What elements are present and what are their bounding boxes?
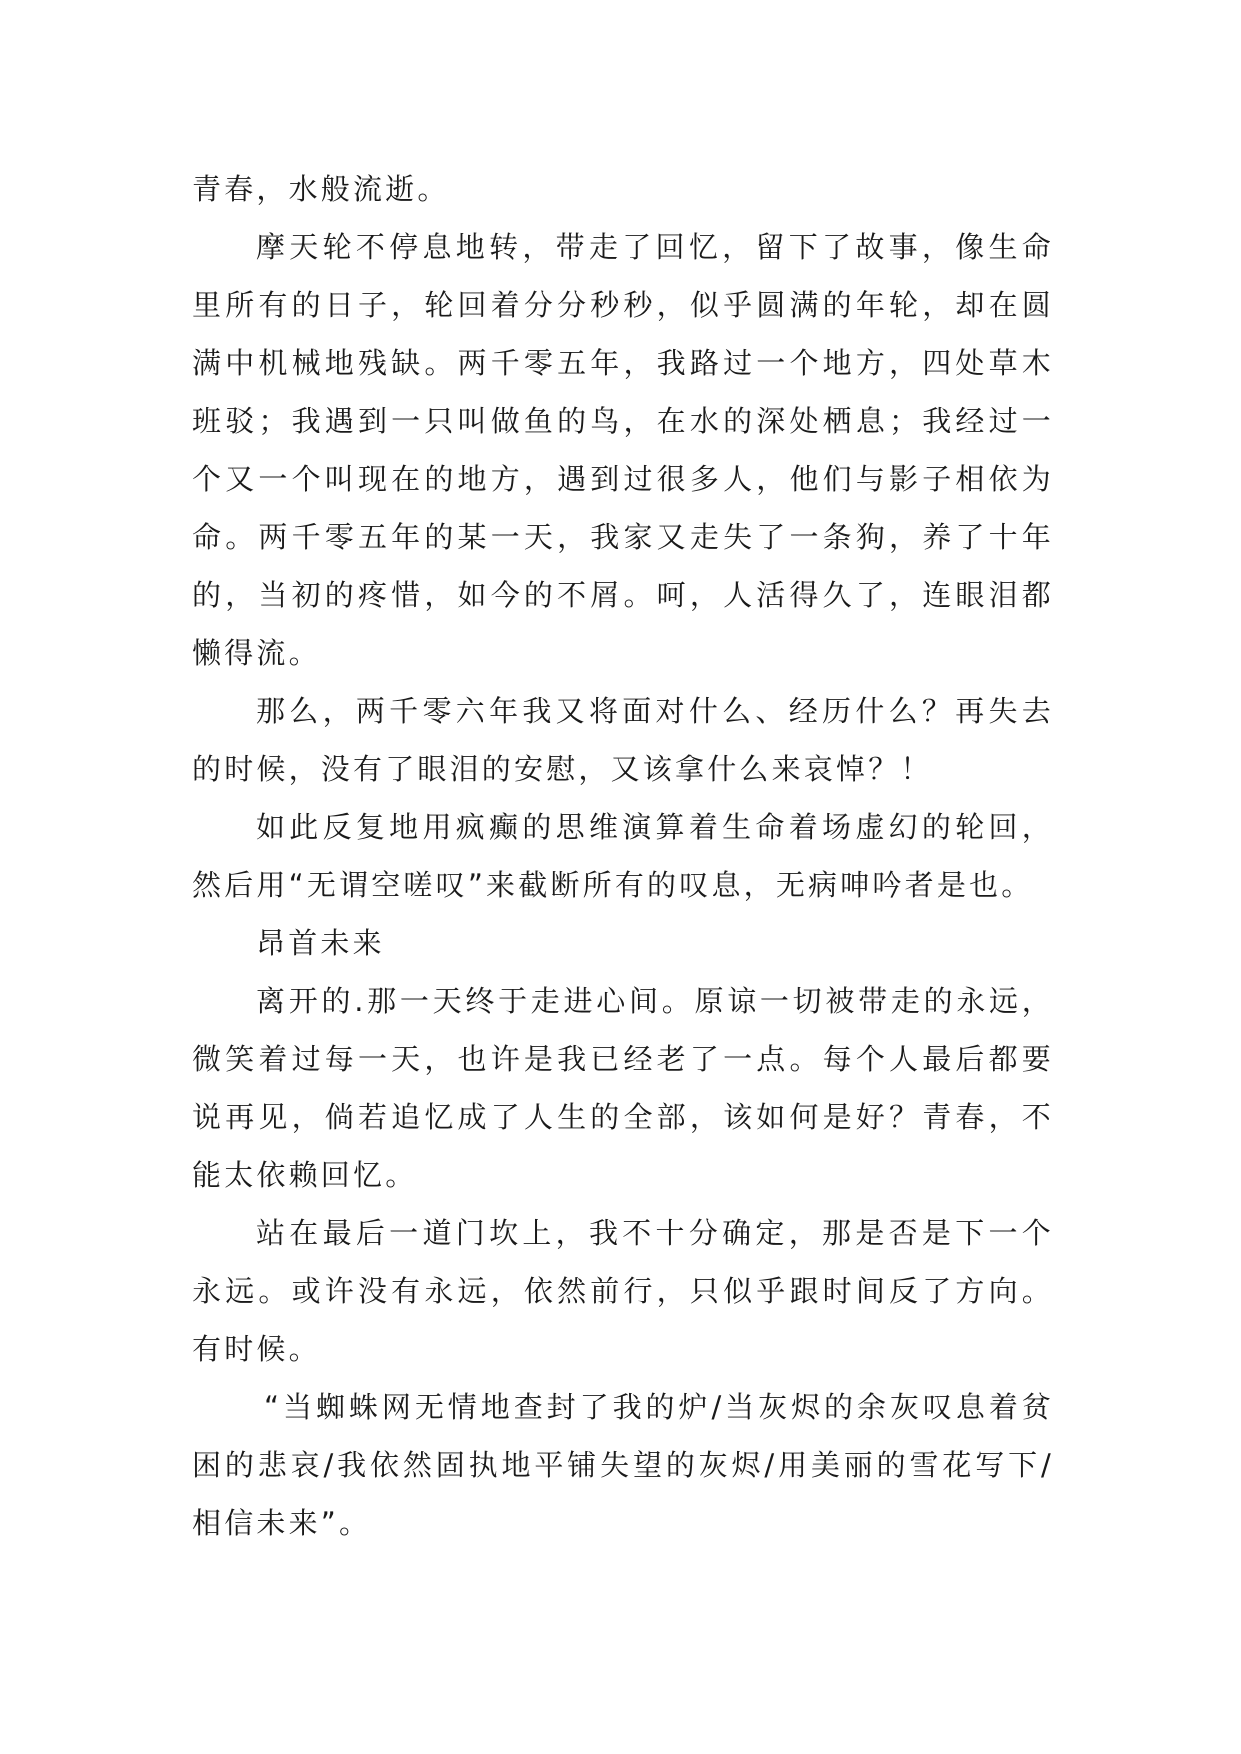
- paragraph-poem-quote: “当蜘蛛网无情地查封了我的炉/当灰烬的余灰叹息着贫困的悲哀/我依然固执地平铺失望的灰烬/用美丽的雪花写下/相信未来”。: [192, 1390, 1054, 1540]
- paragraph-threshold: 站在最后一道门坎上，我不十分确定，那是否是下一个永远。或许没有永远，依然前行，只似乎跟时间反了方向。有时候。: [192, 1216, 1054, 1366]
- paragraph-reflection: 如此反复地用疯癫的思维演算着生命着场虚幻的轮回，然后用“无谓空嗟叹”来截断所有的叹息，无病呻吟者是也。: [192, 810, 1054, 902]
- paragraph-2006-question: 那么，两千零六年我又将面对什么、经历什么？再失去的时候，没有了眼泪的安慰，又该拿什么来哀悼？！: [192, 694, 1054, 786]
- document-body: [192, 160, 1054, 1552]
- paragraph-opening: 青春，水般流逝。: [192, 172, 450, 206]
- paragraph-ferris-wheel: 摩天轮不停息地转，带走了回忆，留下了故事，像生命里所有的日子，轮回着分分秒秒，似乎圆满的年轮，却在圆满中机械地残缺。两千零五年，我路过一个地方，四处草木班驳；我遇到一只叫做鱼的鸟，在水的深处栖息；我经过一个又一个叫现在的地方，遇到过很多人，他们与影子相依为命。两千零五年的某一天，我家又走失了一条狗，养了十年的，当初的疼惜，如今的不屑。呵，人活得久了，连眼泪都懒得流。: [192, 230, 1054, 670]
- section-heading: 昂首未来: [256, 926, 385, 960]
- paragraph-leaving: 离开的.那一天终于走进心间。原谅一切被带走的永远，微笑着过每一天，也许是我已经老了一点。每个人最后都要说再见，倘若追忆成了人生的全部，该如何是好？青春，不能太依赖回忆。: [192, 984, 1054, 1192]
